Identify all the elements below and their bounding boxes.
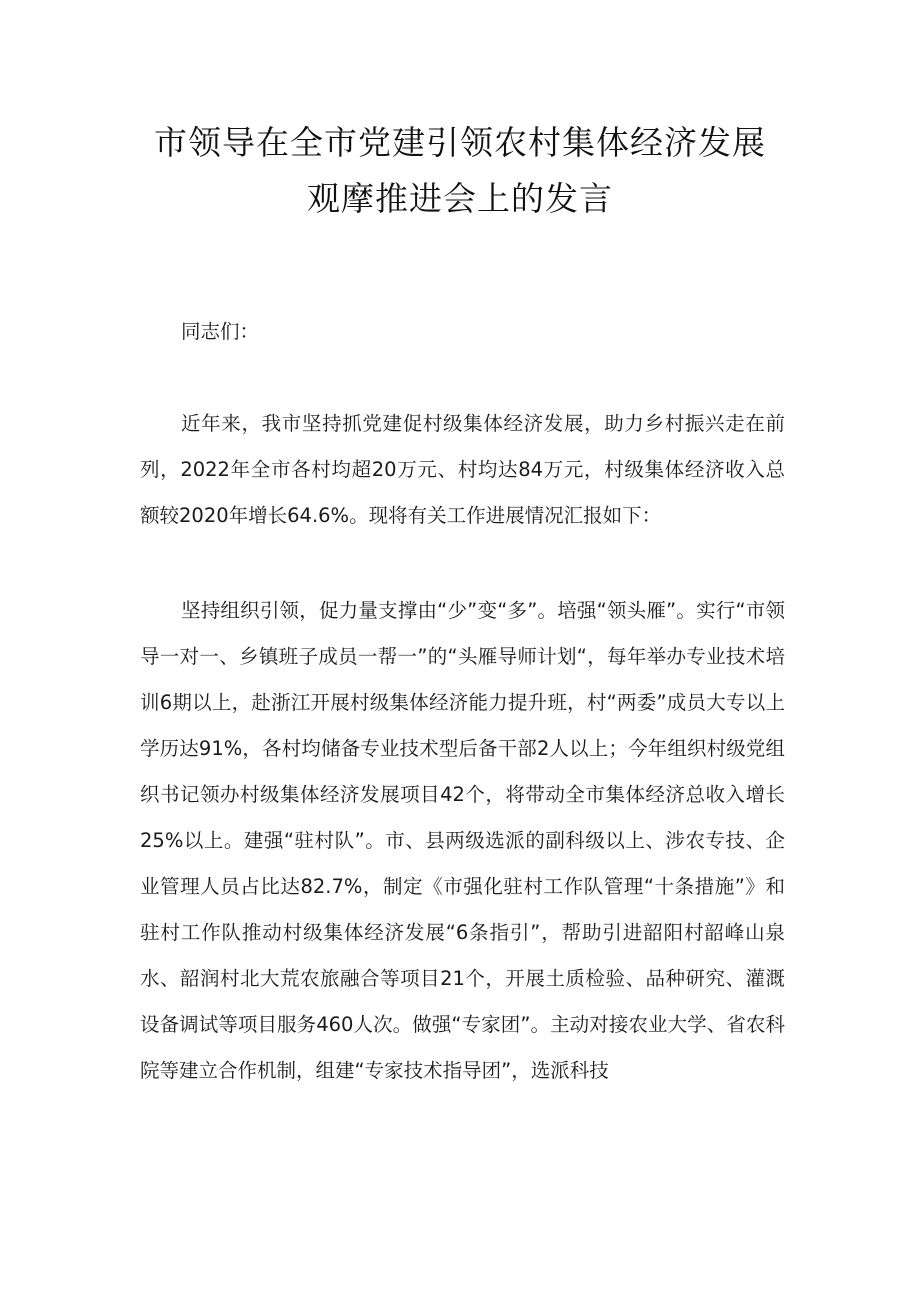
- document-title-line-1: 市领导在全市党建引领农村集体经济发展: [154, 123, 766, 162]
- paragraph-organization: 坚持组织引领，促力量支撑由“少”变“多”。培强“领头雁”。实行“市领导一对一、乡镇班子成员一帮一”的“头雁导师计划“，每年举办专业技术培训6期以上，赴浙江开展村级集体经济能力提升班，村“两委”成员大专以上学历达91%，各村均储备专业技术型后备干部2人以上；今年组织村级党组织书记领办村级集体经济发展项目42个，将带动全市集体经济总收入增长25%以上。建强“驻村队”。市、县两级选派的副科级以上、涉农专技、企业管理人员占比达82.7%，制定《市强化驻村工作队管理“十条措施”》和驻村工作队推动村级集体经济发展“6条指引”，帮助引进韶阳村韶峰山泉水、韶润村北大荒农旅融合等项目21个，开展土质检验、品种研究、灌溉设备调试等项目服务460人次。做强“专家团”。主动对接农业大学、省农科院等建立合作机制，组建“专家技术指导团”，选派科技: [140, 599, 785, 1082]
- greeting: 同志们：: [181, 320, 260, 343]
- paragraph-intro: 近年来，我市坚持抓党建促村级集体经济发展，助力乡村振兴走在前列，2022年全市各村均超20万元、村均达84万元，村级集体经济收入总额较2020年增长64.6%。现将有关工作进展情况汇报如下：: [140, 412, 785, 527]
- document-title-line-2: 观摩推进会上的发言: [307, 179, 613, 218]
